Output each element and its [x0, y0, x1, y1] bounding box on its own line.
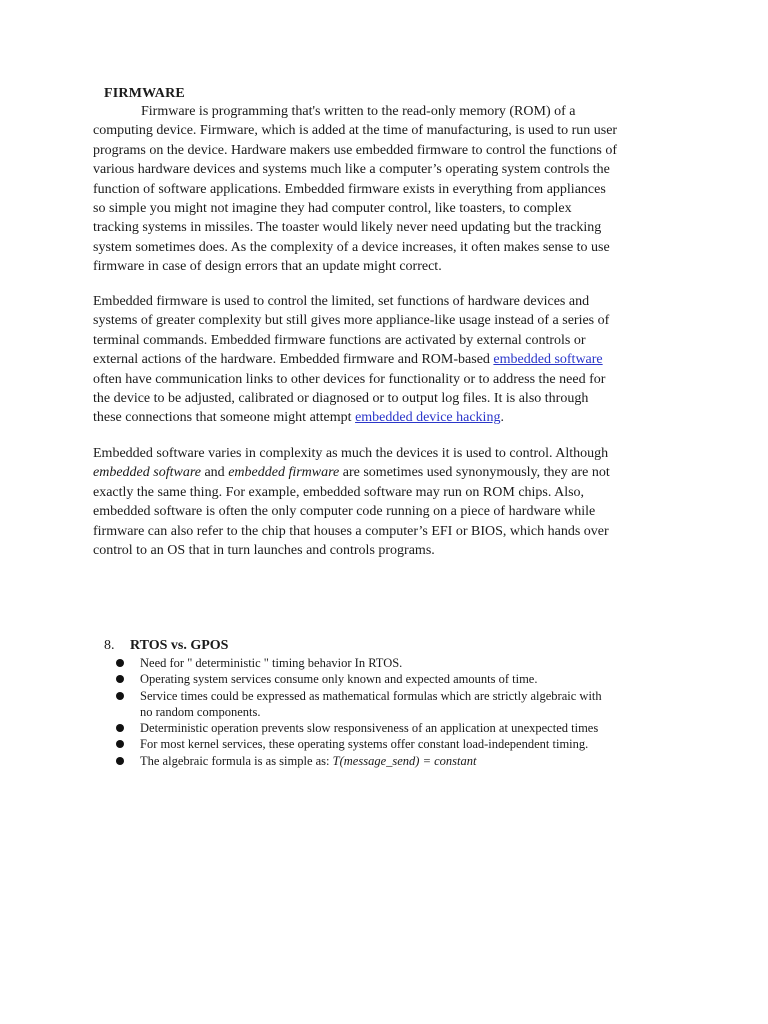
text-segment: are sometimes used synonymously, they are not	[339, 465, 610, 481]
list-item-text: Deterministic operation prevents slow responsiveness of an application at unexpected times	[140, 721, 599, 736]
text-segment: .	[500, 410, 504, 426]
text-line: function of software applications. Embedded firmware exists in everything from appliances	[93, 181, 606, 197]
paragraph-embedded-software	[93, 444, 683, 560]
text-segment: these connections that someone might attempt	[93, 410, 356, 426]
text-line: programs on the device. Hardware makers use embedded firmware to control the functions of	[93, 142, 618, 158]
list-item-text: For most kernel services, these operating systems offer constant load-independent timing.	[140, 737, 589, 752]
section-title: RTOS vs. GPOS	[130, 638, 229, 653]
list-item-text: Operating system services consume only known and expected amounts of time.	[140, 672, 538, 687]
bullet-dot-icon	[116, 675, 124, 683]
text-line: Firmware is programming that's written to the read-only memory (ROM) of a	[141, 104, 576, 119]
text-line: terminal commands. Embedded firmware functions are activated by external controls or	[93, 332, 586, 348]
text-segment: external actions of the hardware. Embedded firmware and ROM-based	[93, 352, 494, 368]
text-line: computing device. Firmware, which is added at the time of manufacturing, is used to run user	[93, 123, 618, 139]
bullet-dot-icon	[116, 659, 124, 667]
text-line: firmware in case of design errors that an update might correct.	[93, 259, 442, 275]
text-line: various hardware devices and systems much like a computer’s operating system controls the	[93, 162, 610, 178]
text-line: system sometimes does. As the complexity of a device increases, it often makes sense to use	[93, 239, 610, 255]
bullet-list	[116, 655, 676, 769]
text-line: often have communication links to other devices for functionality or to address the need for	[93, 371, 606, 387]
bullet-dot-icon	[116, 692, 124, 700]
text-line: exactly the same thing. For example, embedded software may run on ROM chips. Also,	[93, 484, 585, 500]
text-line: the device to be adjusted, calibrated or diagnosed or to output log files. It is also through	[93, 391, 589, 407]
paragraph-embedded-firmware	[93, 292, 683, 428]
text-line: firmware can also refer to the chip that houses a computer’s EFI or BIOS, which hands over	[93, 523, 609, 539]
heading-firmware: FIRMWARE	[104, 86, 185, 101]
text-line: control to an OS that in turn launches and controls programs.	[93, 543, 435, 559]
list-item-text: Need for " deterministic " timing behavior In RTOS.	[140, 656, 403, 670]
text-line: tracking systems in missiles. The toaster would likely never need updating but the tracking	[93, 220, 602, 236]
section-heading-rtos-gpos	[104, 638, 228, 654]
emphasis-embedded-firmware: embedded firmware	[228, 465, 340, 481]
list-item	[116, 720, 676, 736]
bullet-dot-icon	[116, 757, 124, 765]
text-line: systems of greater complexity but still gives more appliance-like usage instead of a series of	[93, 313, 610, 329]
paragraph-firmware-intro	[93, 102, 683, 277]
list-item	[116, 753, 676, 769]
text-segment: and	[200, 465, 229, 481]
text-line: so simple you might not imagine they had computer control, like toasters, to complex	[93, 201, 572, 217]
list-item	[116, 655, 676, 671]
bullet-dot-icon	[116, 740, 124, 748]
embedded-software-link[interactable]: embedded software	[493, 352, 603, 368]
text-line	[93, 408, 683, 427]
text-line: embedded software is often the only computer code running on a piece of hardware while	[93, 504, 596, 520]
bullet-dot-icon	[116, 724, 124, 732]
list-item-text: Service times could be expressed as mathematical formulas which are strictly algebraic with	[140, 688, 602, 703]
text-line: Embedded firmware is used to control the limited, set functions of hardware devices and	[93, 294, 590, 309]
section-number: 8.	[104, 638, 115, 653]
text-line: Embedded software varies in complexity as much the devices it is used to control. Although	[93, 446, 609, 461]
text-line	[93, 350, 683, 369]
list-item-text: The algebraic formula is as simple as:	[140, 753, 333, 768]
list-item-text: no random components.	[140, 704, 261, 719]
emphasis-embedded-software: embedded software	[93, 465, 201, 481]
embedded-device-hacking-link[interactable]: embedded device hacking	[355, 410, 501, 426]
text-line	[93, 463, 683, 482]
list-item	[116, 736, 676, 752]
formula-text: T(message_send) = constant	[332, 753, 477, 768]
list-item	[116, 688, 676, 721]
list-item	[116, 671, 676, 687]
